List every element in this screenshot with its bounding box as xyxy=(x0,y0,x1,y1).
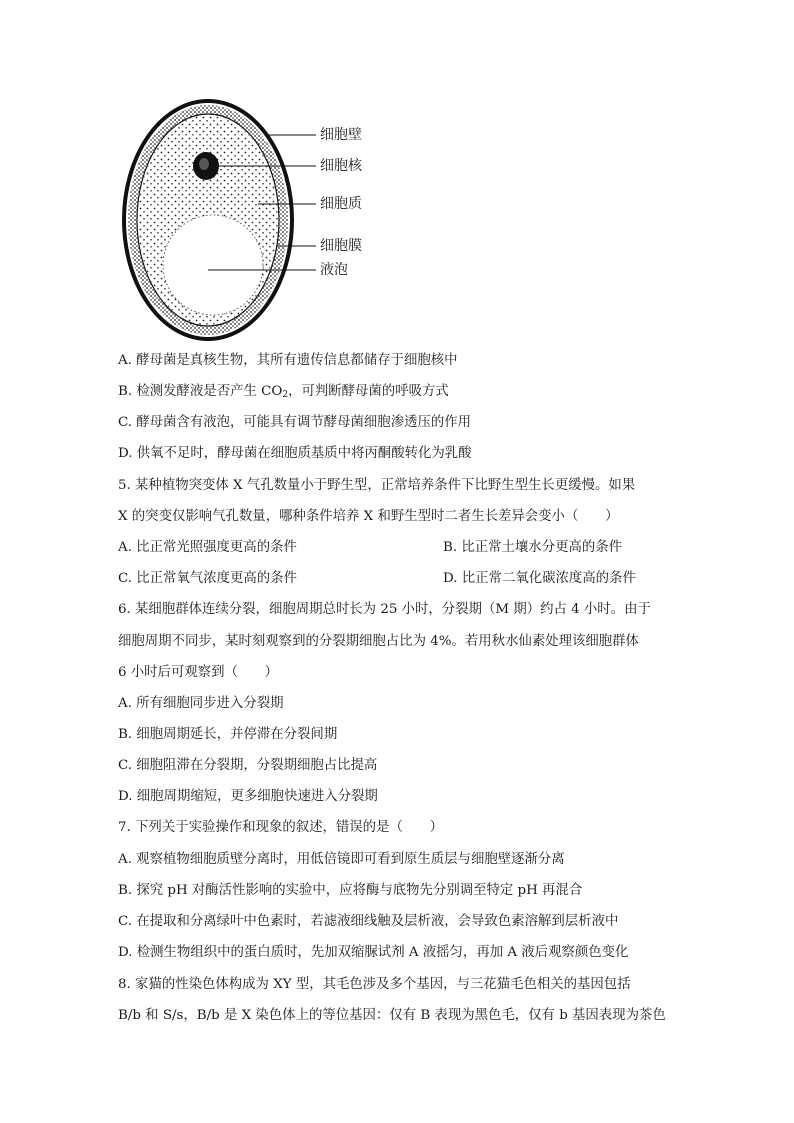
label-membrane: 细胞膜 xyxy=(320,238,362,254)
q7-option-d: D. 检测生物组织中的蛋白质时，先加双缩脲试剂 A 液摇匀，再加 A 液后观察颜色变化 xyxy=(118,945,629,960)
q7-option-c: C. 在提取和分离绿叶中色素时，若滤液细线触及层析液，会导致色素溶解到层析液中 xyxy=(118,914,619,929)
q4-option-b-text: B. 检测发酵液是否产生 CO xyxy=(118,384,283,399)
q6-stem-line2: 细胞周期不同步，某时刻观察到的分裂期细胞占比为 4%。若用秋水仙素处理该细胞群体 xyxy=(118,634,639,649)
label-cytoplasm: 细胞质 xyxy=(320,196,362,212)
q5-stem-line2: X 的突变仅影响气孔数量，哪种条件培养 X 和野生型时二者生长差异会变小（ ） xyxy=(118,509,619,524)
q8-stem-line2: B/b 和 S/s，B/b 是 X 染色体上的等位基因：仅有 B 表现为黑色毛，仅有 b 基因表现为茶色 xyxy=(118,1008,666,1023)
q4-option-b-subscript: 2 xyxy=(282,390,289,400)
q4-option-c: C. 酵母菌含有液泡，可能具有调节酵母菌细胞渗透压的作用 xyxy=(118,415,472,430)
q4-option-b-text-end: ，可判断酵母菌的呼吸方式 xyxy=(288,384,449,399)
label-nucleus: 细胞核 xyxy=(320,158,362,174)
q5-option-a: A. 比正常光照强度更高的条件 xyxy=(118,540,297,555)
q6-option-b: B. 细胞周期延长，并停滞在分裂间期 xyxy=(118,727,338,742)
q6-option-c: C. 细胞阻滞在分裂期，分裂期细胞占比提高 xyxy=(118,758,378,773)
q5-option-c: C. 比正常氧气浓度更高的条件 xyxy=(118,571,297,586)
q6-option-d: D. 细胞周期缩短，更多细胞快速进入分裂期 xyxy=(118,789,378,804)
q4-option-b xyxy=(118,382,449,402)
q8-stem-line1: 8. 家猫的性染色体构成为 XY 型，其毛色涉及多个基因，与三花猫毛色相关的基因包括 xyxy=(118,977,631,992)
q6-stem-line3: 6 小时后可观察到（ ） xyxy=(118,665,279,680)
q5-option-b: B. 比正常土壤水分更高的条件 xyxy=(443,540,623,555)
q6-option-a: A. 所有细胞同步进入分裂期 xyxy=(118,696,284,711)
q6-stem-line1: 6. 某细胞群体连续分裂，细胞周期总时长为 25 小时，分裂期（M 期）约占 4 小时。由于 xyxy=(118,602,651,617)
vacuole xyxy=(163,215,263,315)
q5-option-d: D. 比正常二氧化碳浓度高的条件 xyxy=(443,571,636,586)
label-vacuole: 液泡 xyxy=(320,262,348,278)
yeast-cell-figure xyxy=(118,95,378,345)
q7-option-a: A. 观察植物细胞质壁分离时，用低倍镜即可看到原生质层与细胞壁逐渐分离 xyxy=(118,852,565,867)
label-cell-wall: 细胞壁 xyxy=(320,127,362,143)
q4-option-a: A. 酵母菌是真核生物，其所有遗传信息都储存于细胞核中 xyxy=(118,353,458,368)
q7-stem: 7. 下列关于实验操作和现象的叙述，错误的是（ ） xyxy=(118,820,444,835)
q7-option-b: B. 探究 pH 对酶活性影响的实验中，应将酶与底物先分别调至特定 pH 再混合 xyxy=(118,883,583,898)
q4-option-d: D. 供氧不足时，酵母菌在细胞质基质中将丙酮酸转化为乳酸 xyxy=(118,446,472,461)
q5-stem-line1: 5. 某种植物突变体 X 气孔数量小于野生型，正常培养条件下比野生型生长更缓慢。如果 xyxy=(118,478,636,493)
